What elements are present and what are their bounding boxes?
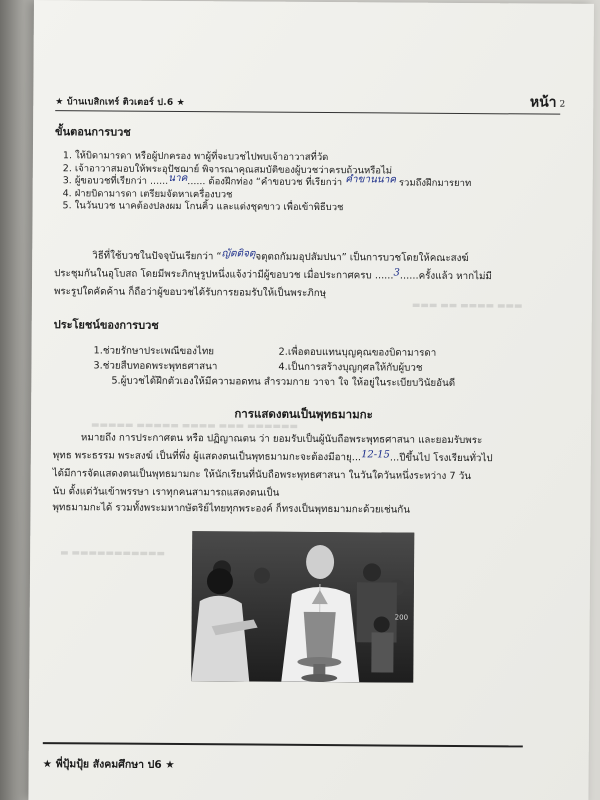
benefit-item: 5.ผู้บวชได้ฝึกตัวเองให้มีความอดทน สำรวมกาย วาจา ใจ ให้อยู่ในระเบียบวินัยอันดี [111, 375, 456, 389]
worksheet-page [28, 0, 594, 800]
benefit-item: 3.ช่วยสืบทอดพระพุทธศาสนา [93, 360, 218, 373]
handwritten-answer: นาค [168, 172, 188, 185]
bleed-through-text: ▬ ▬▬▬▬▬▬▬▬▬▬▬ [60, 548, 166, 559]
header-title: ★ บ้านเบสิกเทร์ ติวเตอร์ ป.6 ★ [55, 97, 185, 109]
page-header [55, 88, 565, 112]
ordination-line-2: ประชุมกันในอุโบสถ โดยมีพระภิกษุรูปหนึ่งแจ้งว่ามีผู้ขอบวช เมื่อประกาศครบ ......3......ครั้งแล้ว หากไม่มี [54, 267, 492, 283]
photo-caption: 200 [394, 613, 409, 622]
benefit-item: 2.เพื่อตอบแทนบุญคุณของบิดามารดา [278, 346, 437, 359]
ceremony-photo-illustration [191, 531, 414, 683]
bleed-through-text: ▬▬▬▬▬ ▬▬▬▬▬ ▬▬▬▬ ▬▬▬ ▬▬▬▬▬▬ [90, 420, 299, 432]
benefit-item: 1.ช่วยรักษาประเพณีของไทย [93, 345, 215, 358]
page-label: หน้า [529, 94, 557, 111]
declaration-line-3: ได้มีการจัดแสดงตนเป็นพุทธมามกะ ให้นักเรียนที่นับถือพระพุทธศาสนา ในวันใดวันหนึ่งระหว่าง 7 วัน [52, 468, 472, 483]
footer-text: ★ พี่ปุ้มปุ้ย สังคมศึกษา ป6 ★ [42, 758, 175, 772]
declaration-line-1: หมายถึง การประกาศตน หรือ ปฏิญาณตน ว่า ยอมรับเป็นผู้นับถือพระพุทธศาสนา และยอมรับพระ [80, 432, 483, 447]
benefits-title: ประโยชน์ของการบวช [53, 318, 159, 332]
footer-divider [43, 742, 523, 747]
step-item: 5. ในวันบวช นาคต้องปลงผม โกนคิ้ว และแต่งชุดขาว เพื่อเข้าพิธีบวช [62, 200, 344, 214]
declaration-line-2: พุทธ พระธรรม พระสงฆ์ เป็นที่พึ่ง ผู้แสดงตนเป็นพุทธมามกะจะต้องมีอายุ...12-15...ปีขึ้นไป โรงเรียนทั่วไป [52, 449, 493, 465]
ordination-line-3: พระรูปใดคัดค้าน ก็ถือว่าผู้ขอบวชได้รับการยอมรับให้เป็นพระภิกษุ [53, 286, 327, 300]
declaration-line-5: พุทธมามกะได้ รวมทั้งพระมหากษัตริย์ไทยทุกพระองค์ ก็ทรงเป็นพุทธมามกะด้วยเช่นกัน [52, 502, 410, 516]
step-item: 2. เจ้าอาวาสมอบให้พระอุปัชฌาย์ พิจารณาคุณสมบัติของผู้บวชว่าครบถ้วนหรือไม่ [62, 162, 393, 177]
page-number-label [530, 91, 566, 113]
page-number: 2 [559, 99, 566, 110]
ordination-line-1: วิธีที่ใช้บวชในปัจจุบันเรียกว่า “ญัตติจตุจตุตถกัมมอุปสัมปนา” เป็นการบวชโดยให้คณะสงฆ์ [92, 248, 469, 265]
bleed-through-text: ▬▬▬ ▬▬ ▬▬▬▬ ▬▬▬ [411, 300, 523, 312]
declaration-title: การแสดงตนเป็นพุทธมามกะ [234, 406, 373, 422]
steps-list [63, 150, 543, 216]
step-item: 1. ให้บิดามารดา หรือผู้ปกครอง พาผู้ที่จะบวชไปพบเจ้าอาวาสที่วัด [62, 150, 329, 164]
steps-title: ขั้นตอนการบวช [55, 125, 131, 139]
benefit-item: 4.เป็นการสร้างบุญกุศลให้กับผู้บวช [278, 361, 423, 374]
benefits-list [93, 343, 513, 396]
handwritten-answer: 12-15 [361, 449, 390, 461]
declaration-line-4: นับ ตั้งแต่วันเข้าพรรษา เราทุกคนสามารถแสดงตนเป็น [52, 486, 280, 499]
step-item: 3. ผู้ขอบวชที่เรียกว่า ......นาค...... ต้องฝึกท่อง “คำขอบวช ที่เรียกว่า คำขานนาค รวมถึงฝึกมารยาท [62, 172, 472, 190]
handwritten-answer: 3 [393, 267, 400, 279]
handwritten-answer: ญัตติจตุ [221, 248, 256, 260]
step-item: 4. ฝ่ายบิดามารดา เตรียมจัดหาเครื่องบวช [62, 187, 233, 200]
ceremony-photo [191, 531, 414, 683]
handwritten-answer: คำขานนาค [345, 174, 396, 186]
